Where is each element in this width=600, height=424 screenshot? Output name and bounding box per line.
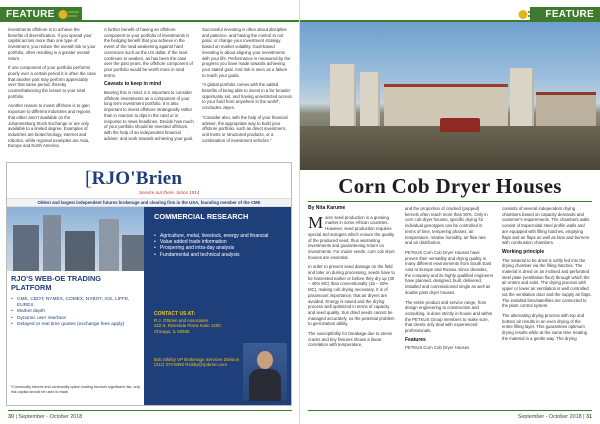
contact-address xyxy=(154,318,286,334)
list-item: • Market depth xyxy=(11,309,141,315)
paragraph: The entire product and service range, from design engineering to construction and consulting, is done strictly in-house and within the PETKUS Group members to make sure, that clients only deal with experienced professionals. xyxy=(405,299,493,334)
portrait-torso-shape xyxy=(249,369,281,401)
contact-line: R.J. O'Brien and Associates xyxy=(154,318,209,323)
paragraph: Bearing this in mind, it is important to consider offshore investments as a component of your long term investment portfolio. It is also important to invest offshore strategically rather than in reaction to dips in the rand or in response to news headlines. Decide how much of your portfolio should be invested offshore, with the help of an independent financial adviser, and work towards achieving your goal. xyxy=(104,90,194,141)
paragraph: consists of several independent drying chambers based on capacity demands and customer's requirements. The chambers walls consist of trapezoidal steel profile walls and are equipped with filling hatches, emptying flaps and air flaps as well as fans and burners with combustion chambers. xyxy=(502,206,590,246)
contact-line: Chicago, IL 60606 xyxy=(154,328,190,334)
issue-date-right: September - October 2018 xyxy=(517,414,582,420)
ad-tagline: Service out there. Since 1914 xyxy=(139,190,200,195)
page-number-right: 31 xyxy=(586,414,592,420)
dropcap: M xyxy=(308,212,324,232)
rjo-brien-advert[interactable] xyxy=(6,162,292,406)
portrait-head-shape xyxy=(257,351,273,369)
webeo-platform-title: RJO'S WEB-OE TRADING PLATFORM xyxy=(11,274,102,292)
article-column-3 xyxy=(202,27,292,147)
article-title: Corn Cob Dryer Houses xyxy=(338,174,562,198)
logo-brand-mark: RJO xyxy=(91,168,131,189)
title-rule xyxy=(308,201,592,202)
ad-strip xyxy=(7,198,291,207)
dryer-house-photo xyxy=(300,22,600,170)
footer-right xyxy=(518,414,592,420)
article-column-2 xyxy=(104,27,194,145)
article-column-1 xyxy=(8,27,96,153)
list-item: • Dynamic user interface xyxy=(11,316,141,322)
silo-shape xyxy=(360,72,380,126)
paragraph: "Consider also, with the help of your financial adviser, the appropriate way to build your offshore portfolio, such as direct investment, unit trusts or structured products, or a combination of investment vehicles." xyxy=(202,114,288,143)
silo-shape xyxy=(330,64,356,126)
truck-shape xyxy=(440,118,480,132)
paragraph: and the proportion of cracked (popped) kernels often reach more than 50%. Only in corn cob dryer houses, specific drying for individual genotypes can be controlled in terms of time, tempering phases, air temperature, relative humidity, air flow rate and air distribution. xyxy=(405,206,488,246)
subheading-features: Features xyxy=(405,336,426,343)
dryer-building-shape xyxy=(536,92,596,128)
dropcap-paragraph xyxy=(308,212,397,261)
right-page xyxy=(300,0,600,424)
paragraph: investments offshore is to achieve the benefits of diversification. If you spread your capital across more than one type of investment, you reduce the overall risk to your portfolio, often resulting in a greater overall return. xyxy=(8,27,96,61)
ad-right-panel xyxy=(144,207,291,405)
paragraph: PETKUS Corn Cob Dryer Houses have proven their versatility and drying quality in many different environments from South East Asia to Europe and Russia. Since decades, the company and its highly qualified engineers have planned, designed, built, delivered, installed and commissioned single as well as double pass dryer houses. xyxy=(405,249,494,295)
ground-shape xyxy=(300,126,600,170)
building-shape xyxy=(43,215,61,271)
article-column-1 xyxy=(308,206,397,352)
footer-left xyxy=(8,414,82,420)
footer-separator: | xyxy=(15,414,19,420)
feature-tag-left: FEATURE xyxy=(6,9,55,20)
building-shape xyxy=(65,231,95,271)
building-shape xyxy=(13,225,39,271)
silo-shape xyxy=(510,68,534,126)
rjo-brien-logo xyxy=(85,168,182,190)
ad-left-panel xyxy=(7,207,144,405)
feature-tag-right: FEATURE xyxy=(545,9,594,20)
byline: By Nita Karume xyxy=(308,205,346,211)
broker-phone-email[interactable]: (312) 373-5092 Rsikby@rjobrien.com xyxy=(154,362,228,368)
paragraph: If one component of your portfolio performs poorly over a certain period it is often the case that another part may perform appreciably over that same period, thereby counterbalancing the losses to your total portfolio. xyxy=(8,65,96,99)
header-rule-left xyxy=(82,20,300,22)
building-shape xyxy=(99,219,119,271)
commercial-research-title: COMMERCIAL RESEARCH xyxy=(154,212,249,221)
article-column-3 xyxy=(502,206,592,345)
list-item: • CME, CBOT, NYMEX, COMEX, NYBOT, ICE, LIFFE, EUREX xyxy=(11,297,141,309)
list-item: • Agriculture, metal, livestock, energy and financial xyxy=(154,233,286,239)
paragraph: The material to be dried is softly fed into the drying chamber via the filling hatches. The material is dried on an inclined and perforated steel plate (ventilation floor) through which the air enters and exits. The drying process with upper or lower air ventilation is well controlled via the ventilation door and the supply air flaps. The installed bins/satellites are connected to the plant control system. xyxy=(502,257,592,309)
list-item: • Delayed or real time quotes (exchange fees apply) xyxy=(11,322,141,328)
footer-rule-right xyxy=(308,410,592,411)
paragraph: aize seed production is a growing market in some African countries. However, seed production requires special technologies which ensure the quality of the produced seed, thus warranting investments and guaranteeing return on investments. For maize seeds, corn cob dryer houses are essential. xyxy=(308,214,395,260)
risk-disclaimer: *Commodity futures and commodity option trading involves significant risk, only risk capital should be used to trade. xyxy=(11,385,141,394)
page-number-left: 30 xyxy=(8,414,14,420)
paragraph: The susceptibility for breakage due to stress cracks and tiny fissures shows a linear correlation with temperature, xyxy=(308,331,393,348)
footer-rule-left xyxy=(8,410,292,411)
paragraph: Successful investing is often about discipline and patience, and having the control to not panic or change your investment strategy based on market volatility. Goal-based investing is about aligning your investments with your life. Performance is measured by the progress you have made towards achieving your stated goal. And risk is seen as a failure to reach your goals. xyxy=(202,27,291,78)
paragraph: The alternating drying process with top and bottom air results in an even drying of the entire filling layer. This guarantees optimum drying results while at the same time treating the material in a gentle way. The drying xyxy=(502,312,588,341)
paragraph: A further benefit of having an offshore component to your portfolio of investments is the hedging benefit that you achieve in the event of the rand weakening against hard currencies such as the US dollar. If the rand continues to weaken, as has been the case over the past years, the offshore component of your portfolio would be worth more in rand terms. xyxy=(104,27,193,78)
paragraph: PETKUS Corn Cob Dryer Houses xyxy=(405,345,470,351)
feature-header-right xyxy=(530,7,600,22)
logo-apostrophe: ' xyxy=(130,168,136,189)
logo-bracket-icon: [ xyxy=(85,168,92,190)
issue-date-left: September - October 2018 xyxy=(18,414,83,420)
logo-brand-word: Brien xyxy=(135,168,183,189)
subheading-working-principle: Working principle xyxy=(502,248,545,255)
list-item: • Fundamental and technical analysis xyxy=(154,252,286,258)
list-item: • Prospering and intra-day analysis xyxy=(154,245,286,251)
contact-header: CONTACT US AT: xyxy=(154,311,196,317)
list-item: • Value added trade information xyxy=(154,239,286,245)
africa-green-logo-icon xyxy=(58,8,80,21)
broker-portrait-photo xyxy=(243,343,287,401)
paragraph: "A global portfolio comes with the added benefits of being able to invest in a far broader opportunity set, and having unrestricted access to your fund from anywhere in the world", concludes Jayes. xyxy=(202,82,292,111)
ad-strip-text: Oldest and largest independent futures brokerage and clearing firm in the USA, founding member of the CME xyxy=(37,200,261,205)
footer-separator: | xyxy=(583,414,586,420)
webeo-feature-list xyxy=(11,297,141,328)
subheading-caveats: Caveats to keep in mind xyxy=(104,81,162,88)
contact-line: 222 S. Riverside Plaza Suite 1200 xyxy=(154,323,221,329)
paragraph: In order to prevent seed damage on the field and later on during processing, seeds have to be harvested earlier or before they dry up (30 – 40% MC) than conventionally (15 – 20% MC), making cob drying necessary. It is of paramount importance, that air dryers are avoided. Energy is saved and the drying process well optimized in terms of capacity and seed quality. Sun dried seeds cannot be managed accurately, so the potential problem to germination ability. xyxy=(308,264,395,327)
building-shape xyxy=(122,235,144,271)
commercial-research-list xyxy=(154,233,286,258)
city-skyline-photo xyxy=(7,207,144,271)
article-column-2 xyxy=(405,206,494,355)
broker-name: Bob Sikkby VP Brokerage Services Division xyxy=(154,357,240,362)
paragraph: Another reason to invest offshore is to gain exposure to different industries and regions that either aren't available on the Johannesburg Stock Exchange or are only available to a limited degree. Examples of industries are biotechnology, internet and robotics, while regional examples are Asia, Europe and North America. xyxy=(8,103,91,149)
